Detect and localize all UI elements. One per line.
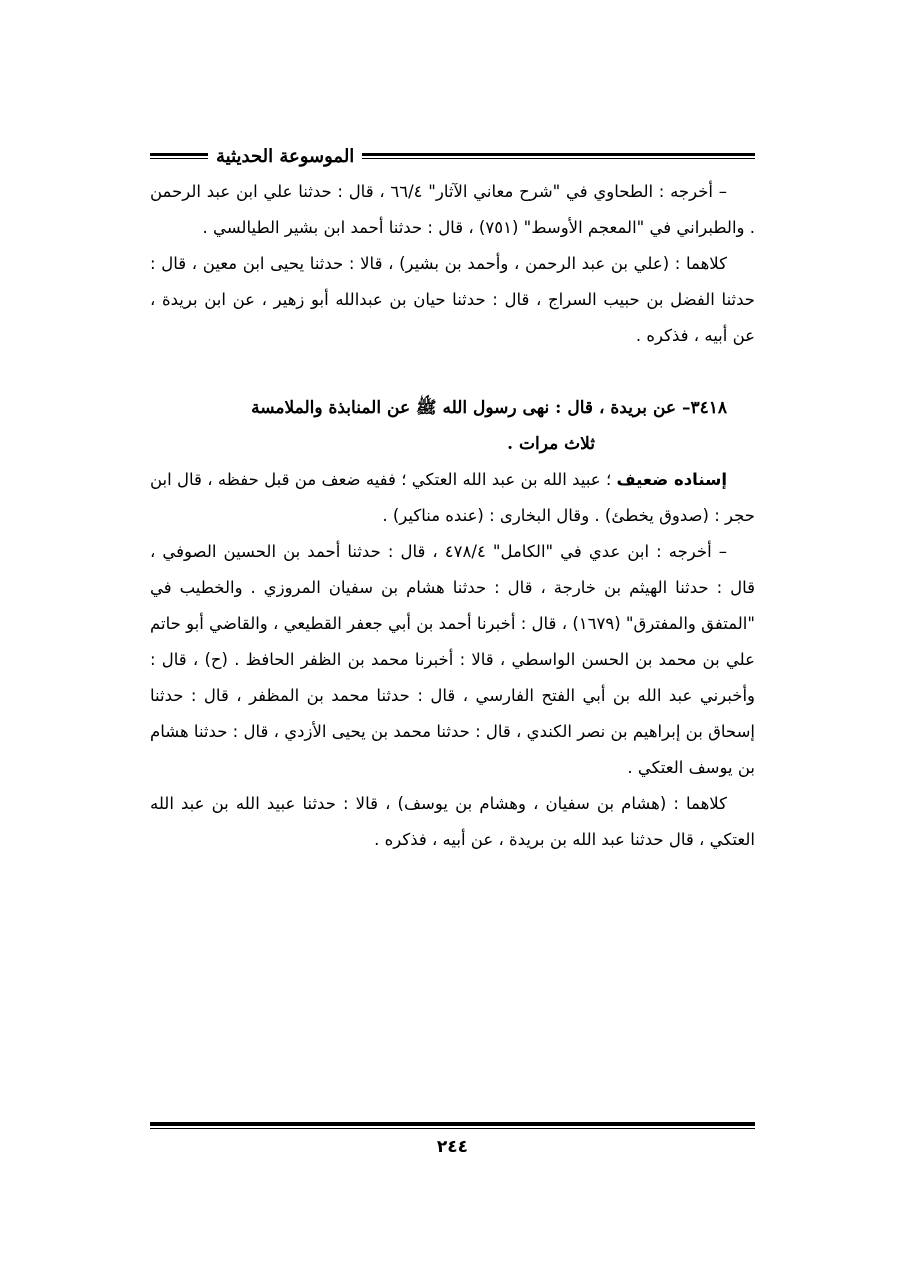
takhrij-paragraph-1: – أخرجه : الطحاوي في "شرح معاني الآثار" ٦٦/٤ ، قال : حدثنا علي ابن عبد الرحمن . والطبراني في "المعجم الأوسط" (٧٥١) ، قال : حدثنا أحمد ابن بشير الطيالسي .: [150, 182, 755, 237]
header-rule-short: [150, 153, 208, 159]
footer-rule: [150, 1122, 755, 1129]
document-page: [150, 0, 755, 1273]
hadith-text-line-1: ٣٤١٨– عن بريدة ، قال : نهى رسول الله ﷺ عن المنابذة والملامسة: [251, 398, 727, 418]
header-title: الموسوعة الحديثية: [216, 145, 355, 167]
page-body: [150, 174, 755, 858]
hadith-text-line-2: ثلاث مرات .: [507, 434, 595, 454]
isnad-grading-label: إسناده ضعيف: [616, 470, 727, 489]
running-header: [150, 138, 755, 174]
isnad-grading-paragraph: [150, 462, 755, 534]
chain-summary-paragraph-1: كلاهما : (علي بن عبد الرحمن ، وأحمد بن بشير) ، قالا : حدثنا يحيى ابن معين ، قال : حدثنا الفضل بن حبيب السراج ، قال : حدثنا حيان بن عبدالله أبو زهير ، عن ابن بريدة ، عن أبيه ، فذكره .: [150, 254, 755, 345]
page-number: ٢٤٤: [436, 1137, 469, 1157]
header-rule-long: [362, 153, 755, 159]
isnad-grading-text: ؛ عبيد الله بن عبد الله العتكي ؛ ففيه ضعف من قبل حفظه ، قال ابن حجر : (صدوق يخطئ) . وقال البخارى : (عنده مناكير) .: [150, 470, 755, 525]
takhrij-paragraph-2: – أخرجه : ابن عدي في "الكامل" ٤٧٨/٤ ، قال : حدثنا أحمد بن الحسين الصوفي ، قال : حدثنا الهيثم بن خارجة ، قال : حدثنا هشام بن سفيان المروزي . والخطيب في "المتفق والمفترق" (١٦٧٩) ، قال : أخبرنا أحمد بن أبي جعفر القطيعي ، والقاضي أبو حاتم علي بن محمد بن الحسن الواسطي ، قالا : أخبرنا محمد بن الظفر الحافظ . (ح) ، قال : وأخبرني عبد الله بن أبي الفتح الفارسي ، قال : حدثنا محمد بن المظفر ، قال : حدثنا إسحاق بن إبراهيم بن نصر الكندي ، قال : حدثنا محمد بن يحيى الأزدي ، قال : حدثنا هشام بن يوسف العتكي .: [150, 542, 755, 777]
chain-summary-paragraph-2: كلاهما : (هشام بن سفيان ، وهشام بن يوسف) ، قالا : حدثنا عبيد الله بن عبد الله العتكي ، قال حدثنا عبد الله بن بريدة ، عن أبيه ، فذكره .: [150, 794, 755, 849]
